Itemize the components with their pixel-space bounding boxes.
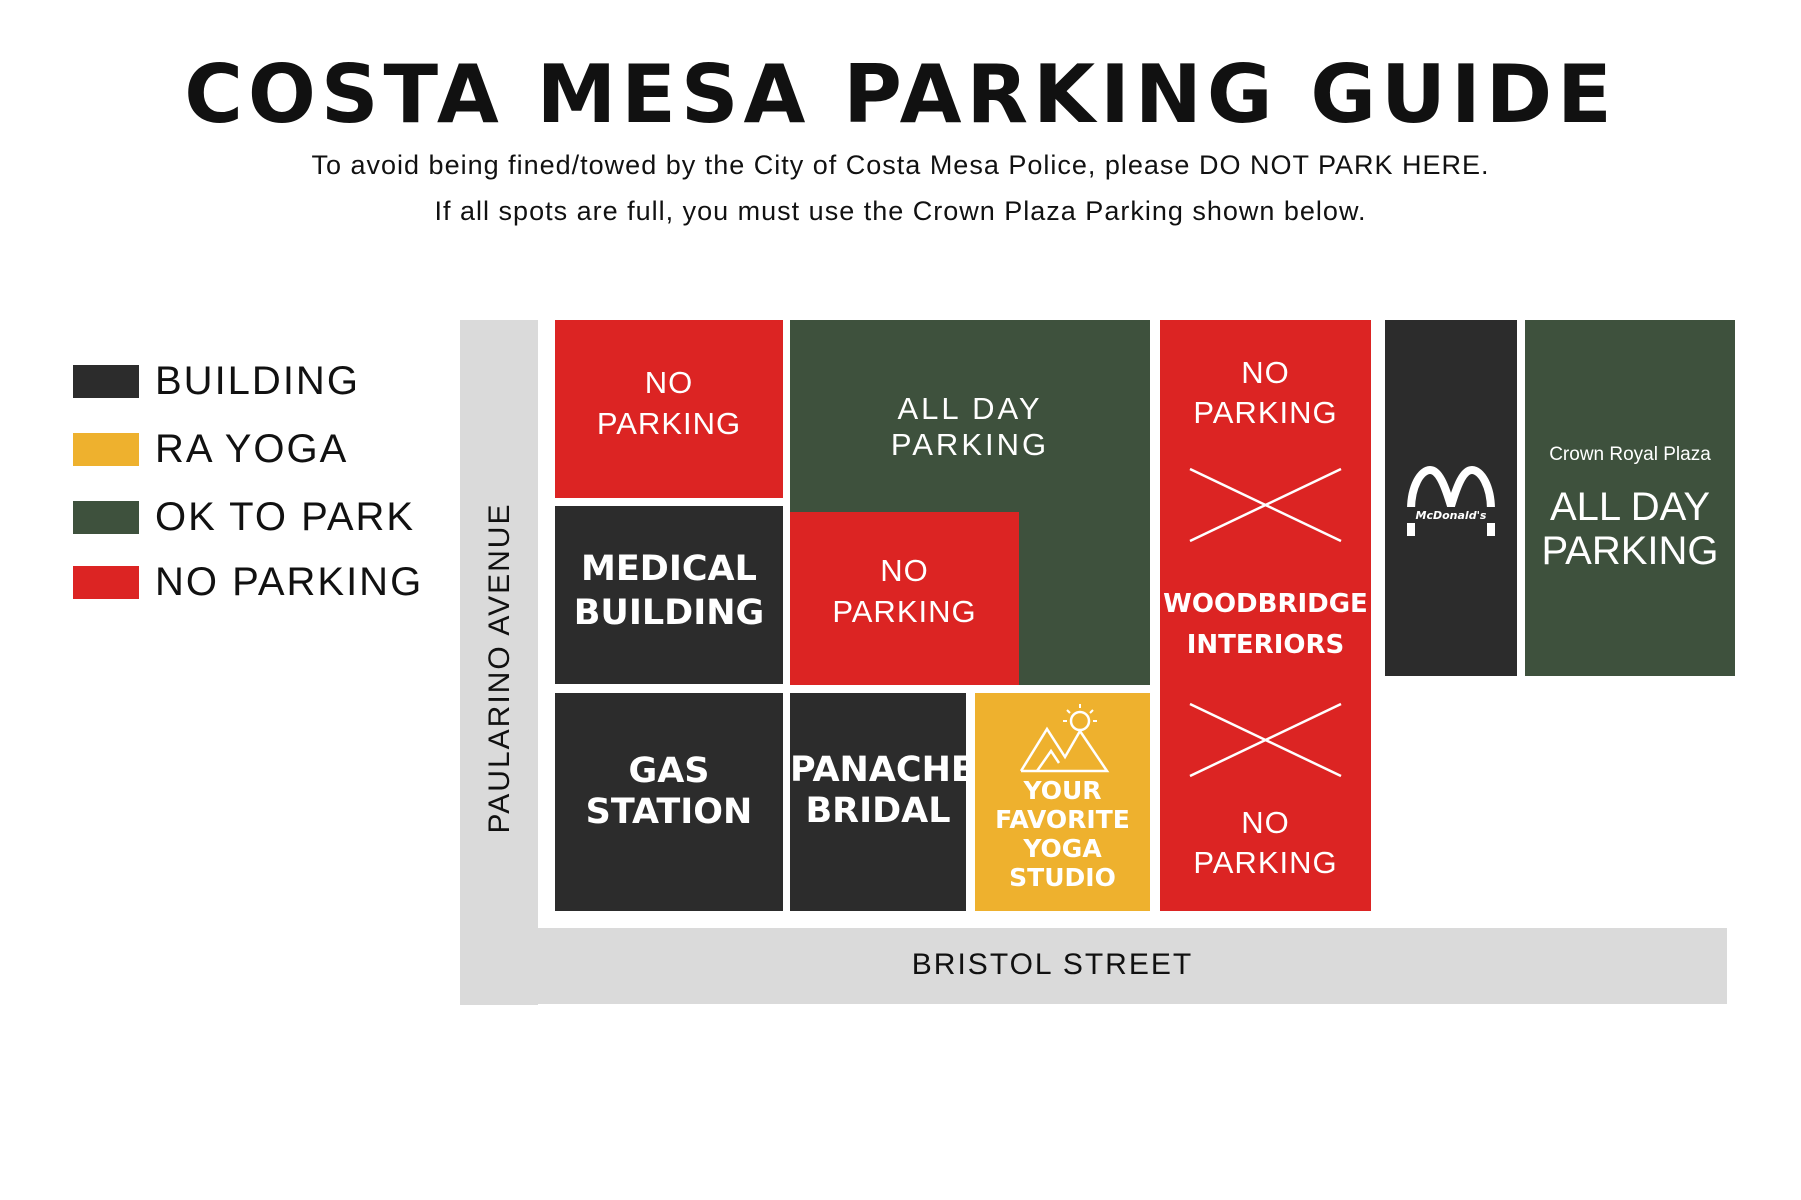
yoga-label-line: STUDIO — [1009, 863, 1116, 892]
gas-station-building — [555, 693, 783, 911]
lot-label-line: NO — [1241, 805, 1290, 840]
no-parking-lot-top-left — [555, 320, 783, 498]
medical-building — [555, 506, 783, 684]
lot-label-line: PARKING — [832, 594, 977, 629]
lot-label-line: PARKING — [890, 427, 1050, 462]
lot-label-line: PARKING — [1193, 845, 1338, 880]
lot-label-line: NO — [880, 553, 929, 588]
building-label-line: STATION — [585, 792, 753, 832]
subtitle-line-2: If all spots are full, you must use the Crown Plaza Parking shown below. — [434, 196, 1367, 226]
lot-label-line: NO — [1241, 355, 1290, 390]
mcdonalds-logo-text: McDonald's — [1415, 509, 1487, 522]
mcdonalds-logo — [1385, 460, 1517, 550]
yoga-label-line: YOUR — [1023, 776, 1102, 805]
building-label-line: PANACHE — [790, 750, 975, 790]
yoga-label-line: YOGA — [1023, 834, 1102, 863]
panache-bridal-building — [790, 693, 975, 911]
paularino-avenue-label: PAULARINO AVENUE — [483, 502, 516, 834]
legend-swatch-ra-yoga — [73, 433, 139, 466]
no-parking-lot-center — [790, 512, 1019, 685]
legend-swatch-ok-to-park — [73, 501, 139, 534]
no-parking-x-icon — [1160, 465, 1371, 545]
subtitle-line-1: To avoid being fined/towed by the City of Costa Mesa Police, please DO NOT PARK HERE. — [311, 150, 1490, 180]
legend-swatch-no-parking — [73, 566, 139, 599]
building-label-line: BUILDING — [573, 593, 765, 633]
ra-yoga-studio — [975, 693, 1150, 911]
building-label-line: BRIDAL — [805, 791, 951, 831]
legend-label-building: BUILDING — [155, 359, 360, 403]
mountain-sun-icon — [975, 701, 1150, 779]
crown-royal-plaza-label: Crown Royal Plaza — [1549, 444, 1711, 465]
legend-label-ok-to-park: OK TO PARK — [155, 495, 416, 539]
legend-label-ra-yoga: RA YOGA — [155, 427, 349, 471]
bristol-street-label: BRISTOL STREET — [911, 948, 1194, 981]
woodbridge-interiors-lot — [1160, 320, 1371, 911]
lot-label-line: ALL DAY — [897, 391, 1043, 426]
lot-label-line: ALL DAY — [1549, 485, 1711, 529]
mcdonalds-building — [1385, 320, 1517, 676]
crown-royal-plaza-lot — [1525, 320, 1735, 676]
lot-label-line: NO — [644, 365, 694, 400]
page-title: COSTA MESA PARKING GUIDE — [184, 48, 1617, 141]
lot-label-line: PARKING — [596, 406, 742, 441]
building-label-line: MEDICAL — [581, 549, 757, 589]
legend-label-no-parking: NO PARKING — [155, 560, 424, 604]
yoga-label-line: FAVORITE — [995, 805, 1130, 834]
lot-label-line: INTERIORS — [1186, 630, 1345, 660]
lot-label-line: PARKING — [1541, 529, 1719, 573]
lot-label-line: WOODBRIDGE — [1163, 589, 1368, 619]
lot-label-line: PARKING — [1193, 395, 1338, 430]
no-parking-x-icon — [1160, 700, 1371, 780]
building-label-line: GAS — [628, 751, 710, 791]
legend-swatch-building — [73, 365, 139, 398]
